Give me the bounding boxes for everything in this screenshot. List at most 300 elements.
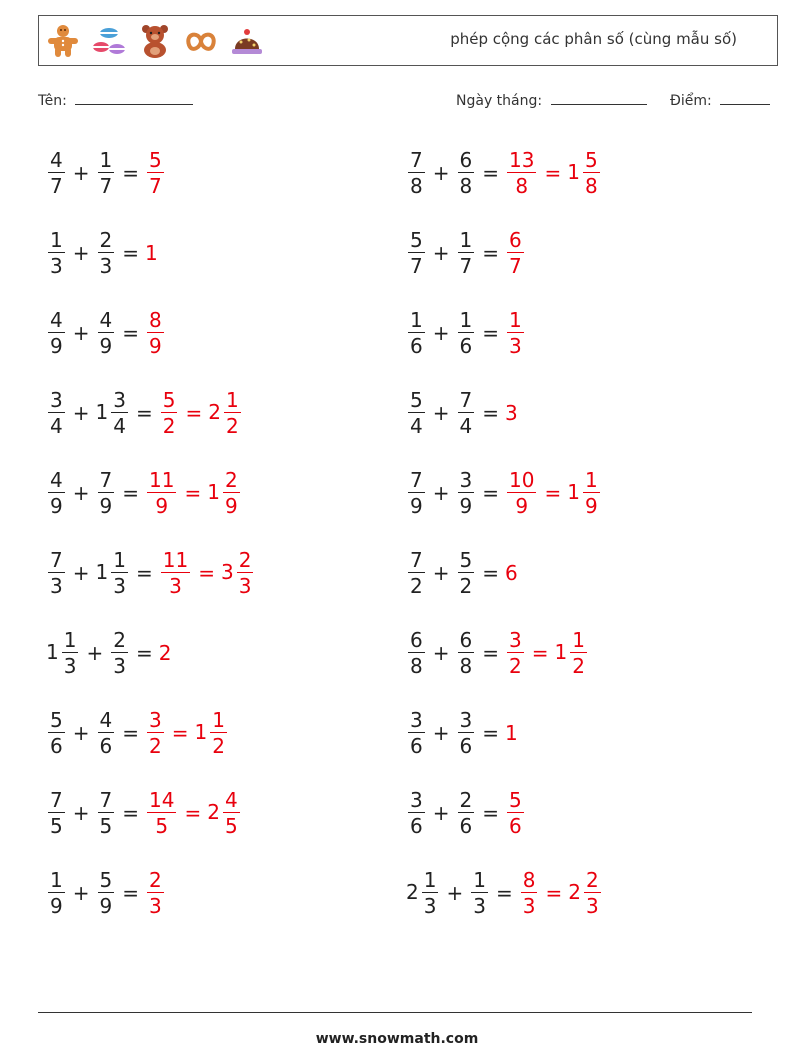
denominator: 8 bbox=[515, 174, 529, 198]
plus-sign: + bbox=[432, 321, 450, 345]
fraction bbox=[147, 150, 164, 196]
numerator: 8 bbox=[522, 868, 536, 892]
fraction-term bbox=[46, 630, 80, 676]
equals-sign: = bbox=[495, 881, 513, 905]
problem-item bbox=[406, 458, 602, 528]
denominator: 2 bbox=[410, 574, 423, 598]
fraction-term bbox=[207, 790, 241, 836]
footer-divider bbox=[38, 1012, 752, 1013]
whole-number: 2 bbox=[568, 879, 581, 904]
whole-number: 1 bbox=[95, 559, 109, 584]
fraction bbox=[147, 310, 164, 356]
fraction-term bbox=[456, 390, 477, 436]
fraction-term bbox=[456, 710, 477, 756]
gingerbread-icon bbox=[45, 23, 81, 59]
fraction-term bbox=[406, 150, 427, 196]
fraction bbox=[458, 470, 475, 516]
fraction bbox=[223, 470, 240, 516]
numerator: 1 bbox=[410, 308, 423, 332]
denominator: 3 bbox=[585, 894, 599, 918]
denominator: 3 bbox=[113, 574, 126, 598]
plus-sign: + bbox=[72, 801, 90, 825]
denominator: 5 bbox=[155, 814, 169, 838]
fraction-term bbox=[505, 790, 526, 836]
fraction-term bbox=[96, 870, 117, 916]
equals-sign: = bbox=[482, 721, 499, 745]
plus-sign: + bbox=[432, 481, 450, 505]
name-field bbox=[38, 92, 193, 109]
denominator: 3 bbox=[50, 574, 63, 598]
fraction-term bbox=[96, 310, 117, 356]
fraction-term bbox=[505, 310, 526, 356]
denominator: 4 bbox=[410, 414, 423, 438]
denominator: 3 bbox=[473, 894, 486, 918]
fraction-term bbox=[505, 150, 538, 196]
denominator: 9 bbox=[50, 494, 63, 518]
equals-sign: = bbox=[122, 481, 139, 505]
denominator: 4 bbox=[459, 414, 473, 438]
whole-number: 3 bbox=[505, 401, 518, 425]
score-line bbox=[720, 92, 770, 105]
header-icons bbox=[45, 22, 265, 60]
fraction-term bbox=[46, 230, 67, 276]
fraction bbox=[147, 470, 176, 516]
equals-sign: = bbox=[482, 321, 499, 345]
fraction-term bbox=[208, 390, 242, 436]
plus-sign: + bbox=[72, 481, 90, 505]
numerator: 4 bbox=[99, 308, 113, 332]
equals-sign: = bbox=[198, 561, 215, 585]
denominator: 7 bbox=[149, 174, 162, 198]
numerator: 1 bbox=[113, 548, 126, 572]
date-field bbox=[456, 92, 647, 109]
fraction bbox=[458, 150, 475, 196]
name-line bbox=[75, 92, 193, 105]
fraction bbox=[408, 470, 425, 516]
numerator: 3 bbox=[459, 468, 473, 492]
denominator: 9 bbox=[99, 894, 113, 918]
fraction bbox=[521, 870, 538, 916]
fraction-term bbox=[159, 641, 173, 665]
plus-sign: + bbox=[432, 161, 450, 185]
numerator: 3 bbox=[113, 388, 126, 412]
denominator: 2 bbox=[162, 414, 176, 438]
equals-sign: = bbox=[122, 241, 139, 265]
denominator: 5 bbox=[224, 814, 238, 838]
fraction-term bbox=[96, 550, 130, 596]
fraction-term bbox=[555, 630, 589, 676]
whole-number: 1 bbox=[505, 721, 518, 745]
fraction bbox=[48, 310, 65, 356]
footer-url: www.snowmath.com bbox=[315, 1031, 479, 1047]
numerator: 7 bbox=[410, 148, 423, 172]
fraction bbox=[48, 230, 65, 276]
plus-sign: + bbox=[72, 241, 90, 265]
worksheet-header bbox=[38, 15, 778, 66]
problem-item bbox=[46, 778, 242, 848]
fraction bbox=[237, 550, 254, 596]
plus-sign: + bbox=[72, 161, 90, 185]
fraction-term bbox=[406, 230, 427, 276]
fraction bbox=[147, 870, 164, 916]
fraction bbox=[161, 390, 178, 436]
denominator: 3 bbox=[238, 574, 252, 598]
equals-sign: = bbox=[482, 161, 499, 185]
fraction bbox=[62, 630, 79, 676]
fraction-term bbox=[456, 230, 477, 276]
equals-sign: = bbox=[482, 401, 499, 425]
fraction bbox=[507, 310, 524, 356]
equals-sign: = bbox=[171, 721, 189, 745]
fraction bbox=[48, 790, 65, 836]
denominator: 2 bbox=[459, 574, 473, 598]
equals-sign: = bbox=[531, 641, 549, 665]
numerator: 3 bbox=[50, 388, 63, 412]
numerator: 5 bbox=[149, 148, 162, 172]
fraction-term bbox=[456, 630, 477, 676]
equals-sign: = bbox=[482, 481, 499, 505]
denominator: 2 bbox=[509, 654, 522, 678]
fraction bbox=[98, 150, 115, 196]
denominator: 3 bbox=[509, 334, 522, 358]
numerator: 4 bbox=[50, 468, 63, 492]
numerator: 6 bbox=[459, 628, 473, 652]
fraction-term bbox=[505, 401, 519, 425]
numerator: 5 bbox=[50, 708, 63, 732]
fraction-term bbox=[46, 710, 67, 756]
fraction bbox=[408, 790, 425, 836]
problem-item bbox=[46, 698, 229, 768]
fraction-term bbox=[195, 710, 229, 756]
equals-sign: = bbox=[135, 401, 153, 425]
whole-number: 6 bbox=[505, 561, 518, 585]
numerator: 5 bbox=[162, 388, 176, 412]
plus-sign: + bbox=[72, 561, 90, 585]
problem-item bbox=[46, 458, 242, 528]
denominator: 4 bbox=[50, 414, 63, 438]
denominator: 7 bbox=[459, 254, 473, 278]
fraction-term bbox=[145, 150, 166, 196]
problem-item bbox=[406, 618, 589, 688]
denominator: 9 bbox=[99, 494, 113, 518]
numerator: 14 bbox=[149, 788, 175, 812]
fraction-term bbox=[145, 790, 178, 836]
fraction bbox=[147, 790, 176, 836]
numerator: 1 bbox=[473, 868, 486, 892]
numerator: 11 bbox=[149, 468, 175, 492]
fraction bbox=[458, 390, 475, 436]
numerator: 7 bbox=[99, 788, 113, 812]
fraction-term bbox=[96, 710, 117, 756]
denominator: 6 bbox=[410, 814, 423, 838]
equals-sign: = bbox=[482, 241, 499, 265]
fraction-term bbox=[46, 790, 67, 836]
denominator: 9 bbox=[459, 494, 473, 518]
numerator: 3 bbox=[509, 628, 522, 652]
equals-sign: = bbox=[545, 881, 563, 905]
fraction-term bbox=[96, 790, 117, 836]
fraction-term bbox=[221, 550, 255, 596]
fraction-term bbox=[456, 550, 477, 596]
equals-sign: = bbox=[122, 801, 139, 825]
problem-item bbox=[406, 378, 519, 448]
fraction-term bbox=[145, 870, 166, 916]
fraction-term bbox=[406, 310, 427, 356]
fraction-term bbox=[406, 710, 427, 756]
whole-number: 1 bbox=[207, 479, 220, 504]
denominator: 9 bbox=[584, 494, 598, 518]
numerator: 1 bbox=[63, 628, 77, 652]
denominator: 8 bbox=[459, 174, 473, 198]
fraction bbox=[408, 630, 425, 676]
fraction-term bbox=[406, 870, 440, 916]
problem-item bbox=[406, 698, 519, 768]
equals-sign: = bbox=[184, 801, 202, 825]
denominator: 9 bbox=[99, 334, 113, 358]
fraction-term bbox=[406, 470, 427, 516]
plus-sign: + bbox=[432, 721, 450, 745]
fraction bbox=[98, 790, 115, 836]
whole-number: 1 bbox=[194, 719, 208, 744]
fraction-term bbox=[96, 390, 130, 436]
fraction-term bbox=[456, 150, 477, 196]
fraction bbox=[458, 230, 475, 276]
numerator: 7 bbox=[50, 788, 63, 812]
numerator: 6 bbox=[410, 628, 423, 652]
numerator: 7 bbox=[459, 388, 473, 412]
fraction bbox=[224, 390, 241, 436]
fraction bbox=[48, 470, 65, 516]
fraction-term bbox=[207, 470, 241, 516]
numerator: 3 bbox=[459, 708, 473, 732]
denominator: 6 bbox=[459, 734, 473, 758]
fraction-term bbox=[145, 470, 178, 516]
numerator: 1 bbox=[459, 228, 473, 252]
fraction bbox=[48, 710, 65, 756]
fraction bbox=[98, 870, 115, 916]
score-label: Điểm: bbox=[670, 93, 712, 109]
fraction bbox=[408, 710, 425, 756]
fraction bbox=[161, 550, 190, 596]
name-label: Tên: bbox=[38, 93, 67, 109]
fraction-term bbox=[46, 390, 67, 436]
equals-sign: = bbox=[482, 561, 499, 585]
plus-sign: + bbox=[432, 641, 450, 665]
plus-sign: + bbox=[72, 721, 90, 745]
denominator: 3 bbox=[423, 894, 437, 918]
fraction bbox=[583, 470, 600, 516]
fraction bbox=[98, 230, 115, 276]
equals-sign: = bbox=[544, 161, 562, 185]
numerator: 5 bbox=[459, 548, 473, 572]
fraction-term bbox=[145, 710, 166, 756]
fraction bbox=[583, 150, 600, 196]
fraction-term bbox=[505, 630, 526, 676]
denominator: 7 bbox=[410, 254, 423, 278]
numerator: 2 bbox=[224, 468, 238, 492]
fraction bbox=[408, 230, 425, 276]
fraction-term bbox=[406, 630, 427, 676]
plus-sign: + bbox=[432, 801, 450, 825]
fraction-term bbox=[145, 310, 166, 356]
fraction bbox=[147, 710, 164, 756]
plus-sign: + bbox=[432, 241, 450, 265]
fraction-term bbox=[505, 230, 526, 276]
cake-icon bbox=[229, 23, 265, 59]
denominator: 3 bbox=[149, 894, 162, 918]
fraction-term bbox=[159, 390, 180, 436]
plus-sign: + bbox=[446, 881, 464, 905]
equals-sign: = bbox=[122, 161, 139, 185]
denominator: 9 bbox=[50, 894, 63, 918]
plus-sign: + bbox=[72, 321, 90, 345]
fraction-term bbox=[46, 550, 67, 596]
fraction bbox=[408, 390, 425, 436]
numerator: 4 bbox=[50, 308, 63, 332]
fraction-term bbox=[469, 870, 490, 916]
denominator: 8 bbox=[410, 174, 423, 198]
numerator: 1 bbox=[423, 868, 437, 892]
numerator: 3 bbox=[410, 708, 423, 732]
plus-sign: + bbox=[72, 401, 90, 425]
numerator: 1 bbox=[584, 468, 598, 492]
problem-item bbox=[406, 538, 519, 608]
numerator: 2 bbox=[99, 228, 113, 252]
fraction bbox=[98, 710, 115, 756]
fraction bbox=[458, 550, 475, 596]
fraction bbox=[471, 870, 488, 916]
denominator: 9 bbox=[155, 494, 169, 518]
equals-sign: = bbox=[122, 321, 139, 345]
whole-number: 1 bbox=[46, 639, 59, 664]
fraction bbox=[48, 390, 65, 436]
denominator: 2 bbox=[149, 734, 162, 758]
denominator: 3 bbox=[50, 254, 63, 278]
numerator: 1 bbox=[212, 708, 225, 732]
denominator: 6 bbox=[99, 734, 113, 758]
denominator: 8 bbox=[410, 654, 423, 678]
whole-number: 1 bbox=[554, 639, 568, 664]
problem-item bbox=[46, 218, 159, 288]
denominator: 6 bbox=[50, 734, 63, 758]
fraction-term bbox=[456, 310, 477, 356]
whole-number: 2 bbox=[406, 879, 419, 904]
equals-sign: = bbox=[482, 801, 499, 825]
fraction-term bbox=[46, 310, 67, 356]
fraction-term bbox=[46, 150, 67, 196]
equals-sign: = bbox=[122, 881, 139, 905]
whole-number: 1 bbox=[145, 241, 158, 265]
problem-item bbox=[46, 378, 243, 448]
fraction bbox=[507, 790, 524, 836]
denominator: 9 bbox=[149, 334, 162, 358]
fraction bbox=[507, 150, 536, 196]
fraction bbox=[458, 710, 475, 756]
problem-item bbox=[46, 138, 166, 208]
numerator: 3 bbox=[410, 788, 423, 812]
numerator: 4 bbox=[50, 148, 63, 172]
teddy-bear-icon bbox=[137, 23, 173, 59]
denominator: 5 bbox=[50, 814, 63, 838]
denominator: 3 bbox=[63, 654, 77, 678]
denominator: 9 bbox=[410, 494, 423, 518]
fraction-term bbox=[567, 470, 601, 516]
whole-number: 1 bbox=[567, 159, 580, 184]
numerator: 5 bbox=[410, 388, 423, 412]
fraction bbox=[48, 870, 65, 916]
date-line bbox=[551, 92, 647, 105]
fraction bbox=[210, 710, 227, 756]
numerator: 1 bbox=[50, 868, 63, 892]
denominator: 8 bbox=[584, 174, 598, 198]
problem-item bbox=[406, 778, 526, 848]
equals-sign: = bbox=[544, 481, 562, 505]
worksheet-title: phép cộng các phân số (cùng mẫu số) bbox=[450, 30, 737, 48]
plus-sign: + bbox=[432, 561, 450, 585]
numerator: 4 bbox=[99, 708, 113, 732]
denominator: 3 bbox=[113, 654, 126, 678]
plus-sign: + bbox=[72, 881, 90, 905]
fraction bbox=[98, 310, 115, 356]
fraction bbox=[223, 790, 240, 836]
fraction-term bbox=[96, 470, 117, 516]
equals-sign: = bbox=[135, 561, 153, 585]
fraction bbox=[584, 870, 601, 916]
problem-item bbox=[46, 538, 255, 608]
fraction bbox=[507, 470, 536, 516]
numerator: 5 bbox=[410, 228, 423, 252]
numerator: 8 bbox=[149, 308, 162, 332]
denominator: 8 bbox=[459, 654, 473, 678]
numerator: 1 bbox=[459, 308, 473, 332]
denominator: 9 bbox=[50, 334, 63, 358]
problem-item bbox=[46, 618, 172, 688]
denominator: 9 bbox=[224, 494, 238, 518]
fraction-term bbox=[519, 870, 540, 916]
numerator: 7 bbox=[50, 548, 63, 572]
numerator: 7 bbox=[410, 548, 423, 572]
numerator: 7 bbox=[410, 468, 423, 492]
numerator: 2 bbox=[113, 628, 126, 652]
numerator: 5 bbox=[99, 868, 113, 892]
pretzel-icon bbox=[183, 23, 219, 59]
numerator: 5 bbox=[584, 148, 598, 172]
fraction bbox=[458, 630, 475, 676]
denominator: 2 bbox=[212, 734, 225, 758]
fraction bbox=[408, 310, 425, 356]
denominator: 7 bbox=[50, 174, 63, 198]
fraction-term bbox=[406, 790, 427, 836]
whole-number: 2 bbox=[158, 641, 172, 665]
score-field bbox=[670, 92, 770, 109]
numerator: 2 bbox=[149, 868, 162, 892]
fraction bbox=[111, 390, 128, 436]
fraction bbox=[507, 230, 524, 276]
fraction bbox=[408, 150, 425, 196]
numerator: 4 bbox=[224, 788, 238, 812]
numerator: 1 bbox=[225, 388, 239, 412]
denominator: 2 bbox=[225, 414, 239, 438]
equals-sign: = bbox=[184, 481, 202, 505]
fraction-term bbox=[567, 150, 601, 196]
equals-sign: = bbox=[122, 721, 139, 745]
numerator: 6 bbox=[459, 148, 473, 172]
numerator: 11 bbox=[162, 548, 189, 572]
equals-sign: = bbox=[185, 401, 203, 425]
date-label: Ngày tháng: bbox=[456, 93, 543, 109]
fraction-term bbox=[456, 470, 477, 516]
fraction-term bbox=[456, 790, 477, 836]
